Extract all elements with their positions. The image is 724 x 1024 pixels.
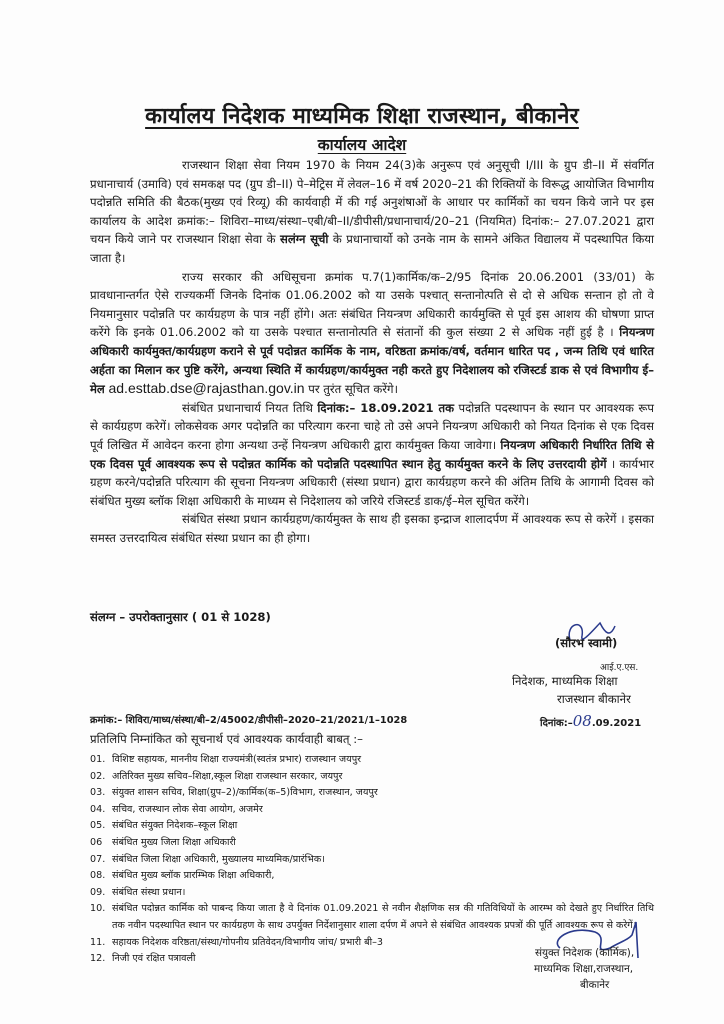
list-item: 11. सहायक निदेशक वरिष्ठता/संस्था/गोपनीय प्रतिवेदन/विभागीय जांच/ प्रभारी बी–3 — [90, 936, 384, 948]
list-item: 02. अतिरिक्त मुख्य सचिव–शिक्षा,स्कूल शिक्षा राजस्थान सरकार, जयपुर — [90, 770, 343, 782]
reference-date: दिनांक:–08.09.2021 — [540, 712, 642, 730]
list-item: 08. संबंधित मुख्य ब्लॉक प्रारम्भिक शिक्षा अधिकारी, — [90, 870, 275, 882]
list-item: 01. विशिष्ट सहायक, माननीय शिक्षा राज्यमंत्री(स्वतंत्र प्रभार) राजस्थान जयपुर — [90, 754, 362, 765]
paragraph-1: राजस्थान शिक्षा सेवा नियम 1970 के नियम 24(3)के अनुरूप एवं अनुसूची I/III के ग्रुप डी–II में संवर्गित प्रधानाचार्य (उमावि) एवं समकक्ष पद (ग्रुप डी–II) पे–मेट्रिस में लेवल–16 में वर्ष 2020–21 की रिक्तियों के विरूद्ध आयोजित विभागीय पदोन्नति समिति की बैठक(मुख्य एवं रिव्यू) की कार्यवाही में की गई अनुशंषाओं के आधार पर कार्मिकों का चयन किये जाने पर इस कार्यालय के आदेश क्रमांक:– शिविरा–माध्य/संस्था–एबी/बी–II/डीपीसी/प्रधानाचार्य/20–21 (नियमित) दिनांक:– 27.07.2021 द्वारा चयन किये जाने पर राजस्थान शिक्षा सेवा के सलंग्न सूची के प्रधानाचार्यो को उनके नाम के सामने अंकित विद्यालय में पदस्थापित किया जाता है। — [90, 158, 654, 265]
paragraph-2: राज्य सरकार की अधिसूचना क्रमांक प.7(1)कार्मिक/क–2/95 दिनांक 20.06.2001 (33/01) के प्रावधानान्तर्गत ऐसे राज्यकर्मी जिनके दिनांक 01.06.2002 को या उसके पश्चात् सन्तानोत्पति से दो से अधिक सन्तान हो तो वे नियमानुसार पदोन्नति पर कार्यग्रहण के पात्र नहीं होंगे। अतः संबंधित नियन्त्रण अधिकारी कार्यमुक्ति से पूर्व इस आशय की घोषणा प्राप्त करेंगे कि इनके 01.06.2002 को या उसके पश्चात सन्तानोत्पति से संतानों की कुल संख्या 2 से अधिक नहीं हुई है । नियन्त्रण अधिकारी कार्यमुक्त/कार्यग्रहण कराने से पूर्व पदोन्नत कार्मिक के नाम, वरिष्ठता क्रमांक/वर्ष, वर्तमान धारित पद , जन्म तिथि एवं धारित अर्हता का मिलान कर पुष्टि करेंगे, अन्यथा स्थिति में कार्यग्रहण/कार्यमुक्त नही करते हुए निदेशालय को रजिस्टर्ड डाक से एवं विभागीय ई–मेल ad.esttab.dse@rajasthan.gov.in पर तुरंत सूचित करेंगे। — [90, 269, 654, 397]
joint-director-designation: संयुक्त निदेशक (कार्मिक), — [535, 947, 635, 959]
list-item: 05. संबंधित संयुक्त निदेशक–स्कूल शिक्षा — [90, 820, 238, 832]
list-item: 03. संयुक्त शासन सचिव, शिक्षा(ग्रुप–2)/कार्मिक(क–5)विभाग, राजस्थान, जयपुर — [90, 787, 378, 799]
list-item: 12. निजी एवं रक्षित पत्रावली — [90, 953, 196, 965]
joint-director-department: माध्यमिक शिक्षा,राजस्थान, — [534, 963, 634, 975]
signatory-designation: निदेशक, माध्यमिक शिक्षा — [512, 674, 618, 688]
reference-number: क्रमांक:– शिविरा/माध्य/संस्था/बी–2/45002/डीपीसी–2020–21/2021/1–1028 — [90, 715, 408, 726]
list-item: 07. संबंधित जिला शिक्षा अधिकारी, मुख्यालय माध्यमिक/प्रारंभिक। — [90, 853, 325, 865]
copy-to-heading: प्रतिलिपि निम्नांकित को सूचनार्थ एवं आवश्यक कार्यवाही बाबत् :– — [90, 732, 363, 746]
enclosure-note: संलग्न – उपरोक्तानुसार ( 01 से 1028) — [90, 610, 271, 624]
list-item: 09. संबंधित संस्था प्रधान। — [90, 886, 186, 898]
department-email[interactable]: ad.esttab.dse@rajasthan.gov.in — [108, 380, 305, 397]
order-body — [90, 156, 654, 547]
joint-director-location: बीकानेर — [580, 979, 610, 991]
paragraph-3: संबंधित प्रधानाचार्य नियत तिथि दिनांक:– 18.09.2021 तक पदोन्नति पदस्थापन के स्थान पर आवश्यक रूप से कार्यग्रहण करेगें। लोकसेवक अगर पदोन्नति का परित्याग करना चाहे तो उसे अपने नियन्त्रण अधिकारी को नियत दिनांक से एक दिवस पूर्व लिखित में आवेदन करना होगा अन्यथा उन्हें नियन्त्रण अधिकारी द्वारा कार्यमुक्त किया जावेगा। नियन्त्रण अधिकारी निर्धारित तिथि से एक दिवस पूर्व आवश्यक रूप से पदोन्नत कार्मिक को पदोन्नति पदस्थापित स्थान हेतु कार्यमुक्त करने के लिए उत्तरदायी होगें । कार्यभार ग्रहण करने/पदोन्नति परित्याग की सूचना नियन्त्रण अधिकारी (संस्था प्रधान) द्वारा कार्यग्रहण करने की अंतिम तिथि के आगामी दिवस को संबंधित मुख्य ब्लॉक शिक्षा अधिकारी के माध्यम से निदेशालय को जरिये रजिस्टर्ड डाक/ई–मेल सूचित करेंगे। — [90, 400, 655, 508]
office-title: कार्यालय निदेशक माध्यमिक शिक्षा राजस्थान, बीकानेर — [145, 104, 579, 129]
order-heading: कार्यालय आदेश — [317, 136, 407, 154]
paragraph-4: संबंधित संस्था प्रधान कार्यग्रहण/कार्यमुक्त के साथ ही इसका इन्द्राज शालादर्पण में आवश्यक रूप से करेगें । इसका समस्त उत्तरदायित्व संबंधित संस्था प्रधान का ही होगा। — [90, 512, 654, 545]
signatory-name: (सौरभ स्वामी) — [555, 636, 618, 650]
list-item: 04. सचिव, राजस्थान लोक सेवा आयोग, अजमेर — [90, 803, 263, 815]
list-item: 10. संबंधित पदोन्नत कार्मिक को पाबन्द किया जाता है वे दिनांक 01.09.2021 से नवीन शैक्षणिक सत्र की गतिविधियों के आरम्भ को देखते हुए निर्धारित तिथि तक नवीन पदस्थापित स्थान पर कार्यग्रहण के साथ उपर्युक्त निर्देशानुसार शाला दर्पण में अपने से संबंधित आवश्यक प्रपत्रों की पूर्ति आवश्यक रूप से करेगें। — [90, 903, 654, 931]
signatory-cadre: आई.ए.एस. — [600, 663, 639, 673]
signatory-location: राजस्थान बीकानेर — [557, 692, 631, 706]
handwritten-day: 08 — [572, 712, 592, 730]
list-item: 06 संबंधित मुख्य जिला शिक्षा अधिकारी — [90, 836, 236, 848]
joining-deadline: दिनांक:– 18.09.2021 तक — [317, 400, 454, 415]
